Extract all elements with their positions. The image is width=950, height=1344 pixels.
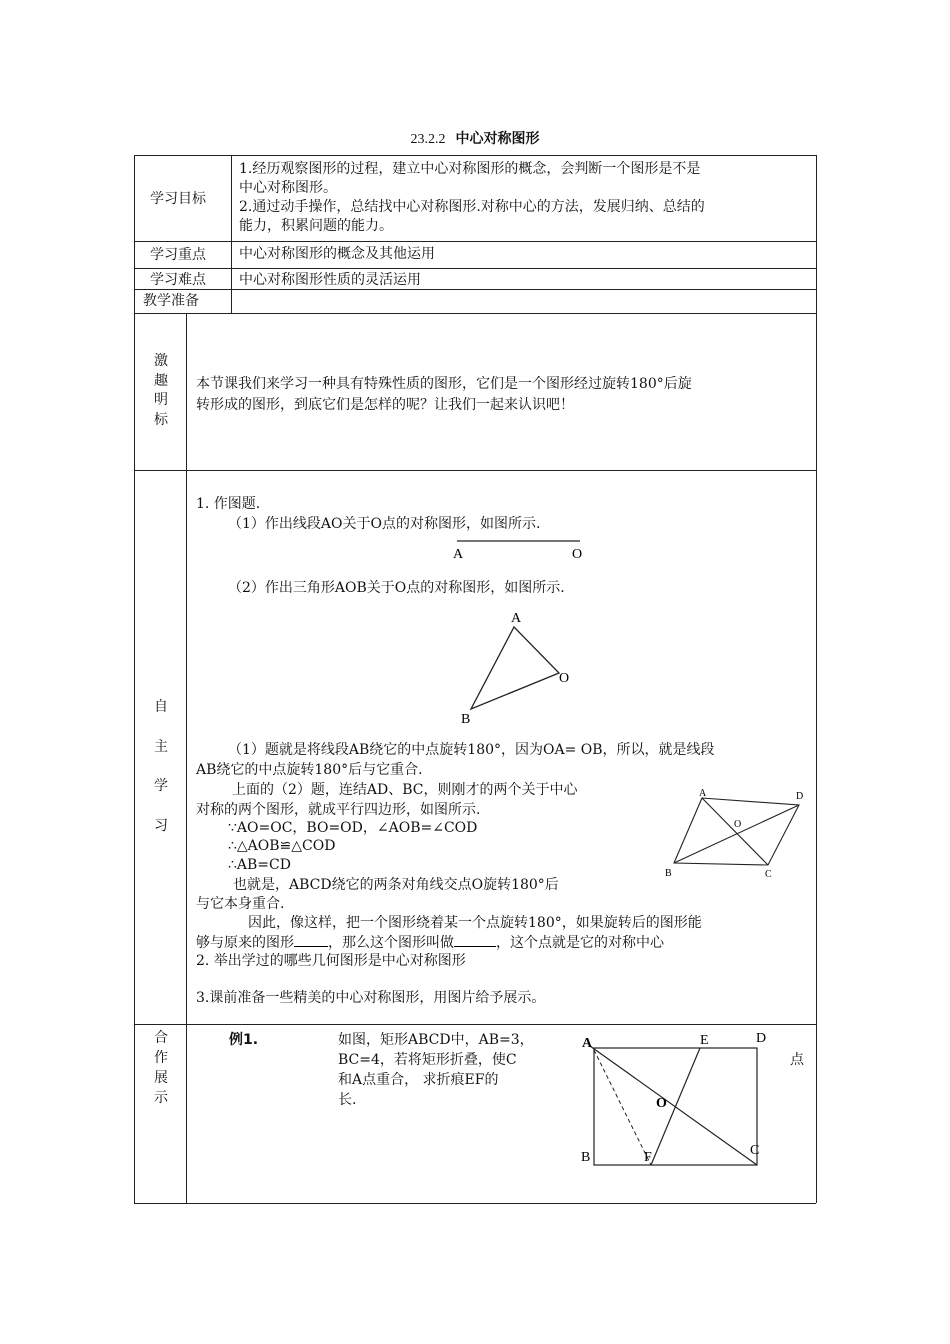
proof-line-3: ∴AB=CD <box>228 857 291 873</box>
example-line-2: BC=4，若将矩形折叠，使C <box>338 1052 517 1068</box>
explain-line-6: 与它本身重合. <box>196 896 285 912</box>
difficulty-label: 学习难点 <box>150 272 206 288</box>
rect-label-d: D <box>756 1031 767 1046</box>
goal-line-3: 2.通过动手操作，总结找中心对称图形.对称中心的方法，发展归纳、总结的 <box>239 199 705 215</box>
triangle-figure <box>450 605 590 730</box>
rect-label-b: B <box>581 1150 591 1165</box>
prep-label: 教学准备 <box>143 293 199 309</box>
proof-line-1: ∵AO=OC，BO=OD，∠AOB=∠COD <box>228 820 478 836</box>
triangle-label-a: A <box>511 611 522 626</box>
section-title: 中心对称图形 <box>455 131 540 147</box>
triangle-label-o: O <box>559 671 570 686</box>
parallelogram-figure <box>660 785 810 885</box>
triangle-label-b: B <box>461 712 471 727</box>
segment-figure <box>440 536 600 566</box>
table-border-bottom <box>134 1203 816 1204</box>
intro-label: 激 趣 明 标 <box>154 353 168 428</box>
rectangle-figure <box>572 1024 782 1174</box>
explain-line-4: 对称的两个图形，就成平行四边形，如图所示. <box>196 802 481 818</box>
explain-line-1: （1）题就是将线段AB绕它的中点旋转180°，因为OA= OB，所以，就是线段 <box>228 742 715 758</box>
table-border-top <box>134 155 816 156</box>
trailing-char: 点 <box>790 1052 804 1068</box>
explain-line-5: 也就是，ABCD绕它的两条对角线交点O旋转180°后 <box>233 877 559 893</box>
diagonal-bd <box>674 805 799 863</box>
intro-line-1: 本节课我们来学习一种具有特殊性质的图形，它们是一个图形经过旋转180°后旋 <box>196 376 692 392</box>
column-divider <box>231 155 232 313</box>
goal-line-4: 能力，积累问题的能力。 <box>239 218 393 234</box>
para-label-d: D <box>796 791 804 802</box>
proof-line-2: ∴△AOB≌△COD <box>228 838 336 854</box>
dashed-af <box>594 1050 651 1165</box>
page-title <box>0 128 950 148</box>
question-3: 3.课前准备一些精美的中心对称图形，用图片给予展示。 <box>196 990 546 1006</box>
table-border-right <box>816 155 817 1203</box>
triangle-aob <box>471 627 559 709</box>
explain-line-7: 因此，像这样，把一个图形绕着某一个点旋转180°，如果旋转后的图形能 <box>248 915 702 931</box>
key-text: 中心对称图形的概念及其他运用 <box>239 246 435 262</box>
explain-line-8: 够与原来的图形 ，那么这个图形叫做 ，这个点就是它的对称中心 <box>196 932 664 953</box>
goal-line-2: 中心对称图形。 <box>239 180 337 196</box>
table-border-left <box>134 155 135 1203</box>
cooperate-label: 合 作 展 示 <box>154 1030 168 1106</box>
fill-blank-2[interactable] <box>454 932 496 947</box>
question-1: 1. 作图题. <box>196 496 261 512</box>
example-title: 例1. <box>229 1032 259 1048</box>
explain-line-3: 上面的（2）题，连结AD、BC，则刚才的两个关于中心 <box>232 782 578 798</box>
row-divider <box>134 470 816 471</box>
question-1-2: （2）作出三角形AOB关于O点的对称图形，如图所示. <box>228 580 565 596</box>
example-line-1: 如图，矩形ABCD中，AB=3， <box>338 1032 534 1048</box>
para-label-c: C <box>765 869 772 880</box>
explain-line-2: AB绕它的中点旋转180°后与它重合. <box>196 762 423 778</box>
self-study-label: 自 主 学 习 <box>154 699 168 834</box>
row-divider <box>134 313 816 314</box>
parallelogram-abcd <box>674 798 799 865</box>
para-label-o: O <box>734 819 742 830</box>
column-divider <box>186 313 187 1203</box>
intro-line-2: 转形成的图形，到底它们是怎样的呢？让我们一起来认识吧！ <box>196 397 574 413</box>
segment-label-a: A <box>453 547 464 562</box>
question-2: 2. 举出学过的哪些几何图形是中心对称图形 <box>196 953 466 969</box>
diagonal-ac <box>590 1046 760 1165</box>
row-divider <box>134 289 816 290</box>
key-label: 学习重点 <box>150 247 206 263</box>
para-label-a: A <box>699 788 707 799</box>
section-number: 23.2.2 <box>410 132 446 147</box>
difficulty-text: 中心对称图形性质的灵活运用 <box>239 272 421 288</box>
rect-label-f: F <box>644 1150 652 1165</box>
diagonal-ac <box>702 798 768 865</box>
row-divider <box>134 268 816 269</box>
segment-label-o: O <box>572 547 583 562</box>
goal-label: 学习目标 <box>150 191 206 207</box>
rect-label-a: A <box>582 1036 593 1051</box>
row-divider <box>134 241 816 242</box>
rect-label-c: C <box>750 1143 760 1158</box>
para-label-b: B <box>665 868 672 879</box>
goal-line-1: 1.经历观察图形的过程，建立中心对称图形的概念，会判断一个图形是不是 <box>239 161 701 177</box>
rect-label-o: O <box>656 1096 667 1111</box>
fill-blank-1[interactable] <box>294 932 328 947</box>
example-line-3: 和A点重合， 求折痕EF的 <box>338 1072 499 1088</box>
question-1-1: （1）作出线段AO关于O点的对称图形，如图所示. <box>228 516 541 532</box>
rect-label-e: E <box>700 1033 709 1048</box>
example-line-4: 长. <box>338 1092 357 1108</box>
